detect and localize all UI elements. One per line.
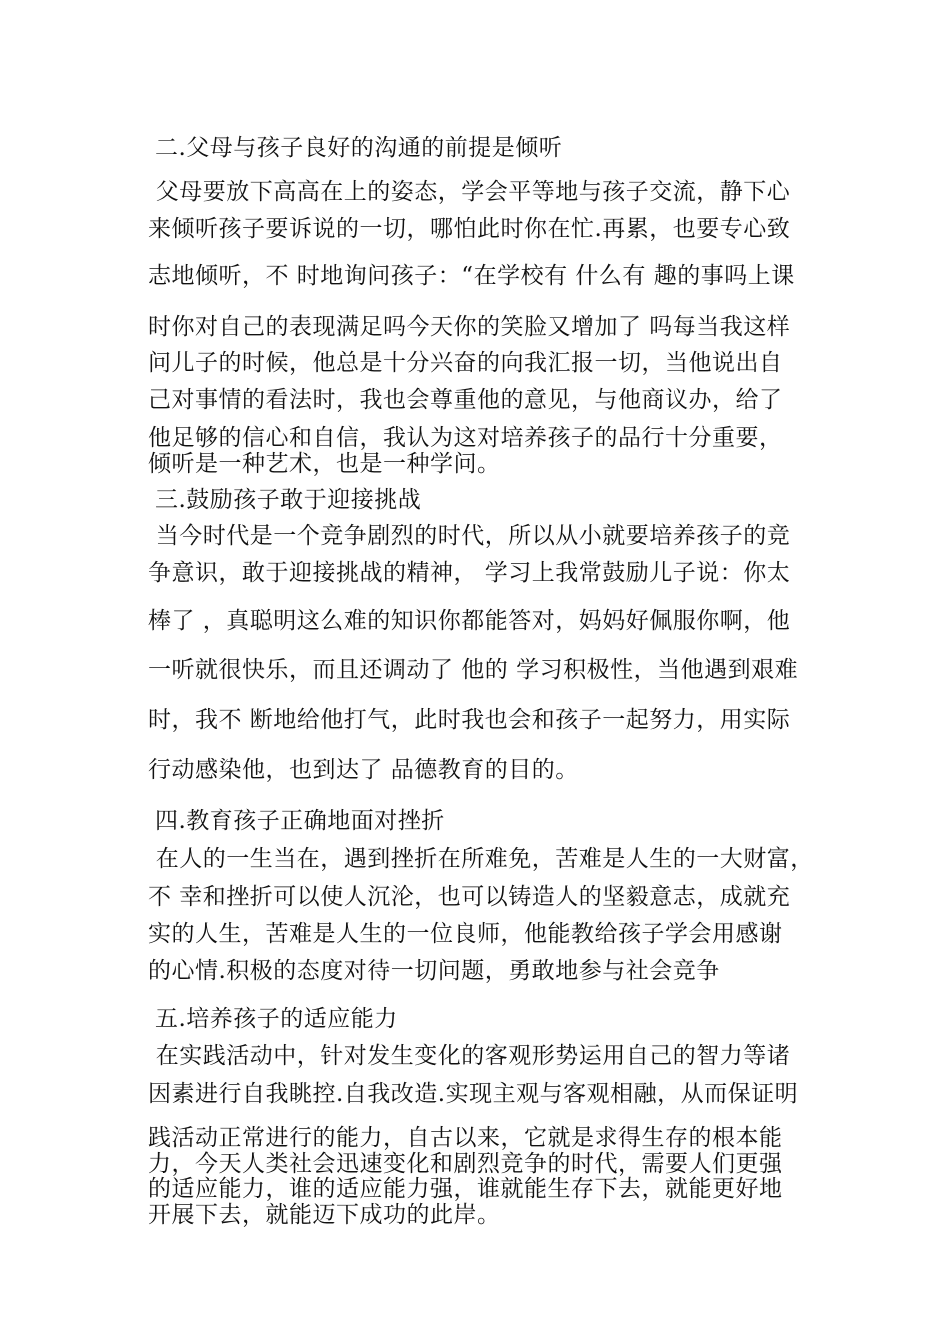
paragraph-line: 行动感染他，也到达了 品德教育的目的。 xyxy=(148,757,579,783)
paragraph-line: 争意识，敢于迎接挑战的精神， 学习上我常鼓励儿子说：你太 xyxy=(148,560,791,586)
section-heading: 五.培养孩子的适应能力 xyxy=(155,1006,398,1032)
paragraph-line: 不 幸和挫折可以使人沉沦，也可以铸造人的坚毅意志，成就充 xyxy=(148,884,791,910)
paragraph-line: 在实践活动中，针对发生变化的客观形势运用自己的智力等诸 xyxy=(148,1043,791,1069)
section-heading: 四.教育孩子正确地面对挫折 xyxy=(155,808,445,834)
paragraph-line: 在人的一生当在，遇到挫折在所难免，苦难是人生的一大财富， xyxy=(148,846,814,872)
section-heading: 二.父母与孩子良好的沟通的前提是倾听 xyxy=(155,135,563,161)
paragraph-line: 践活动正常进行的能力，自古以来，它就是求得生存的根本能 xyxy=(148,1125,783,1151)
paragraph-line: 志地倾听，不 时地询问孩子：“在学校有 什么有 趣的事吗上课 xyxy=(148,263,795,289)
paragraph-line: 因素进行自我眺控.自我改造.实现主观与客观相融，从而保证明 xyxy=(148,1081,799,1107)
paragraph-line: 他足够的信心和自信，我认为这对培养孩子的品行十分重要， xyxy=(148,425,783,451)
paragraph-line: 的适应能力，谁的适应能力强，谁就能生存下去，就能更好地 xyxy=(148,1176,783,1202)
paragraph-line: 时，我不 断地给他打气，此时我也会和孩子一起努力，用实际 xyxy=(148,707,791,733)
paragraph-line: 的心情.积极的态度对待一切问题，勇敢地参与社会竞争 xyxy=(148,958,720,984)
paragraph-line: 实的人生，苦难是人生的一位良师，他能教给孩子学会用感谢 xyxy=(148,921,783,947)
section-heading: 三.鼓励孩子敢于迎接挑战 xyxy=(155,487,422,513)
paragraph-line: 棒了 ，真聪明这么难的知识你都能答对，妈妈好佩服你啊，他 xyxy=(148,608,791,634)
paragraph-line: 父母要放下高高在上的姿态，学会平等地与孩子交流，静下心 xyxy=(148,179,791,205)
paragraph-line: 来倾听孩子要诉说的一切，哪怕此时你在忙.再累，也要专心致 xyxy=(148,216,791,242)
paragraph-line: 一听就很快乐，而且还调动了 他的 学习积极性，当他遇到艰难 xyxy=(148,657,799,683)
paragraph-line: 时你对自己的表现满足吗今天你的笑脸又增加了 吗每当我这样 xyxy=(148,314,791,340)
paragraph-line: 倾听是一种艺术，也是一种学问。 xyxy=(148,451,501,477)
paragraph-line: 力，今天人类社会迅速变化和剧烈竞争的时代，需要人们更强 xyxy=(148,1151,783,1177)
paragraph-line: 当今时代是一个竞争剧烈的时代，所以从小就要培养孩子的竞 xyxy=(148,523,791,549)
paragraph-line: 己对事情的看法时，我也会尊重他的意见，与他商议办，给了 xyxy=(148,387,783,413)
paragraph-line: 开展下去，就能迈下成功的此岸。 xyxy=(148,1202,501,1228)
paragraph-line: 问儿子的时候，他总是十分兴奋的向我汇报一切，当他说出自 xyxy=(148,350,783,376)
